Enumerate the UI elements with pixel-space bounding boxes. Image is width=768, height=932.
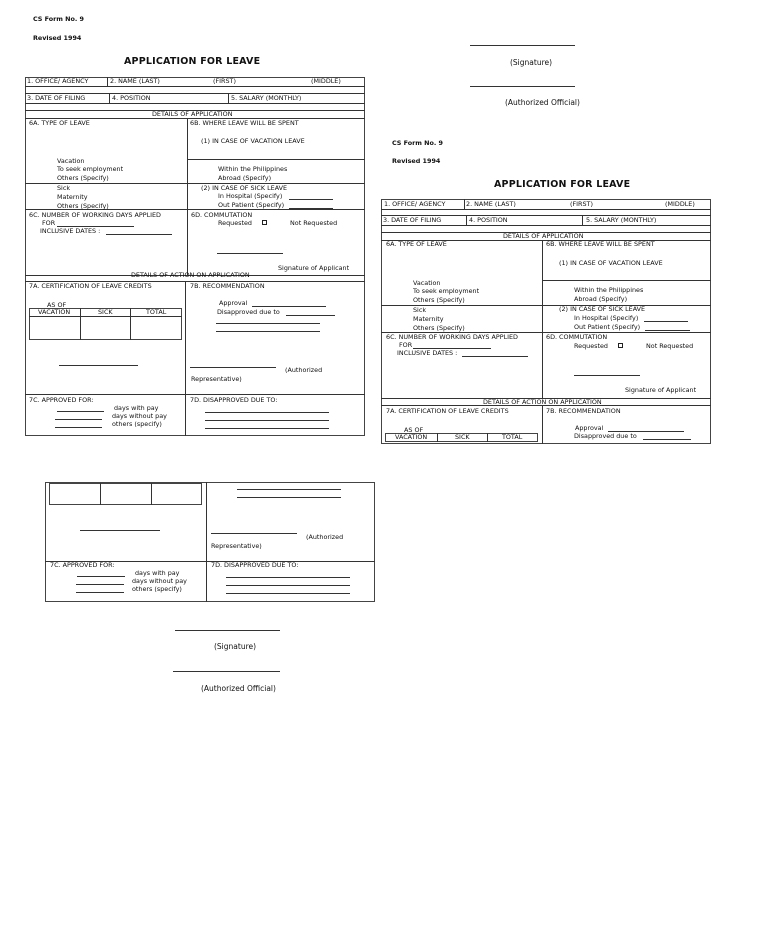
field-recommendation: 7B. RECOMMENDATION [190,282,265,290]
field-type-of-leave: 6A. TYPE OF LEAVE [386,240,447,248]
field-leave-credits: 7A. CERTIFICATION OF LEAVE CREDITS [386,407,509,415]
field-position: 4. POSITION [469,216,508,224]
auth-rep-label: (Authorized [285,366,323,374]
signature-label: (Signature) [510,58,553,67]
col-vacation: VACATION [395,433,428,441]
auth-rep-label-2: Representative) [191,375,242,383]
section-details-action: DETAILS OF ACTION ON APPLICATION [131,271,250,279]
days-with-pay: days with pay [114,404,159,412]
leave-type-vacation: Vacation [57,157,85,165]
leave-type-seek-employment: To seek employment [57,165,124,173]
authorized-official-label: (Authorized Official) [505,98,580,107]
col-sick: SICK [98,308,113,316]
commutation-not-requested: Not Requested [646,342,694,350]
approval-label: Approval [575,424,604,432]
field-office-agency: 1. OFFICE/ AGENCY [27,77,89,85]
vacation-case-label: (1) IN CASE OF VACATION LEAVE [201,137,305,145]
signature-of-applicant: Signature of Applicant [625,386,697,394]
sick-case-label: (2) IN CASE OF SICK LEAVE [559,305,646,313]
field-position: 4. POSITION [112,94,151,102]
requested-checkbox[interactable] [618,343,623,348]
signature-of-applicant: Signature of Applicant [278,264,350,272]
field-type-of-leave: 6A. TYPE OF LEAVE [29,119,90,127]
col-vacation: VACATION [38,308,71,316]
disapproved-due-label: Disapproved due to [217,308,280,316]
days-without-pay: days without pay [112,412,167,420]
auth-rep-label-2: Representative) [211,542,262,550]
in-hospital: In Hospital (Specify) [574,314,639,322]
form-title: APPLICATION FOR LEAVE [494,179,631,190]
leave-type-sick: Sick [57,184,71,192]
form-number: CS Form No. 9 [33,15,85,23]
field-commutation: 6D. COMMUTATION [546,333,608,341]
working-days-for: FOR [399,341,413,349]
field-leave-credits: 7A. CERTIFICATION OF LEAVE CREDITS [29,282,152,290]
field-name-first: (FIRST) [570,200,593,208]
auth-rep-label: (Authorized [306,533,344,541]
others-specify: others (specify) [132,585,182,593]
field-approved-for: 7C. APPROVED FOR: [29,396,94,404]
field-where-spent: 6B. WHERE LEAVE WILL BE SPENT [190,119,299,127]
field-date-filing: 3. DATE OF FILING [27,94,86,102]
form-number: CS Form No. 9 [392,139,444,147]
inclusive-dates: INCLUSIVE DATES : [397,349,458,357]
field-salary: 5. SALARY (MONTHLY) [586,216,657,224]
abroad-specify: Abroad (Specify) [574,295,628,303]
leave-type-others: Others (Specify) [57,174,109,182]
commutation-requested: Requested [574,342,608,350]
sick-case-label: (2) IN CASE OF SICK LEAVE [201,184,288,192]
working-days-for: FOR [42,219,56,227]
approval-label: Approval [219,299,248,307]
out-patient: Out Patient (Specify) [218,201,285,209]
field-commutation: 6D. COMMUTATION [191,211,253,219]
within-philippines: Within the Philippines [574,286,644,294]
vacation-case-label: (1) IN CASE OF VACATION LEAVE [559,259,663,267]
credits-as-of: AS OF [47,301,67,309]
field-name-middle: (MIDDLE) [311,77,341,85]
field-working-days: 6C. NUMBER OF WORKING DAYS APPLIED [386,333,518,341]
section-details-application: DETAILS OF APPLICATION [152,110,233,118]
abroad-specify: Abroad (Specify) [218,174,272,182]
disapproved-due-label: Disapproved due to [574,432,637,440]
field-name-last: 2. NAME (LAST) [466,200,516,208]
out-patient: Out Patient (Specify) [574,323,641,331]
field-name-last: 2. NAME (LAST) [110,77,160,85]
col-total: TOTAL [146,308,167,316]
leave-type-seek-employment: To seek employment [413,287,480,295]
field-working-days: 6C. NUMBER OF WORKING DAYS APPLIED [29,211,161,219]
form-revision: Revised 1994 [33,34,82,42]
others-specify: others (specify) [112,420,162,428]
col-total: TOTAL [502,433,523,441]
section-details-action: DETAILS OF ACTION ON APPLICATION [483,398,602,406]
leave-type-maternity: Maternity [57,193,88,201]
days-with-pay: days with pay [135,569,180,577]
field-office-agency: 1. OFFICE/ AGENCY [384,200,446,208]
field-name-middle: (MIDDLE) [665,200,695,208]
form-title: APPLICATION FOR LEAVE [124,56,261,67]
field-recommendation: 7B. RECOMMENDATION [546,407,621,415]
field-where-spent: 6B. WHERE LEAVE WILL BE SPENT [546,240,655,248]
credits-as-of: AS OF [404,426,424,434]
within-philippines: Within the Philippines [218,165,288,173]
field-date-filing: 3. DATE OF FILING [383,216,442,224]
leave-type-others: Others (Specify) [413,296,465,304]
field-approved-for: 7C. APPROVED FOR: [50,561,115,569]
authorized-official-label: (Authorized Official) [201,684,276,693]
field-disapproved-due: 7D. DISAPPROVED DUE TO: [211,561,299,569]
leave-type-sick: Sick [413,306,427,314]
field-name-first: (FIRST) [213,77,236,85]
commutation-requested: Requested [218,219,252,227]
leave-type-vacation: Vacation [413,279,441,287]
section-details-application: DETAILS OF APPLICATION [503,232,584,240]
col-sick: SICK [455,433,470,441]
days-without-pay: days without pay [132,577,187,585]
commutation-not-requested: Not Requested [290,219,338,227]
leave-type-others-2: Others (Specify) [413,324,465,332]
leave-type-others-2: Others (Specify) [57,202,109,210]
field-salary: 5. SALARY (MONTHLY) [231,94,302,102]
requested-checkbox[interactable] [262,220,267,225]
field-disapproved-due: 7D. DISAPPROVED DUE TO: [190,396,278,404]
form-revision: Revised 1994 [392,157,441,165]
in-hospital: In Hospital (Specify) [218,192,283,200]
credits-table-values [49,483,202,505]
signature-label: (Signature) [214,642,257,651]
leave-type-maternity: Maternity [413,315,444,323]
inclusive-dates: INCLUSIVE DATES : [40,227,101,235]
